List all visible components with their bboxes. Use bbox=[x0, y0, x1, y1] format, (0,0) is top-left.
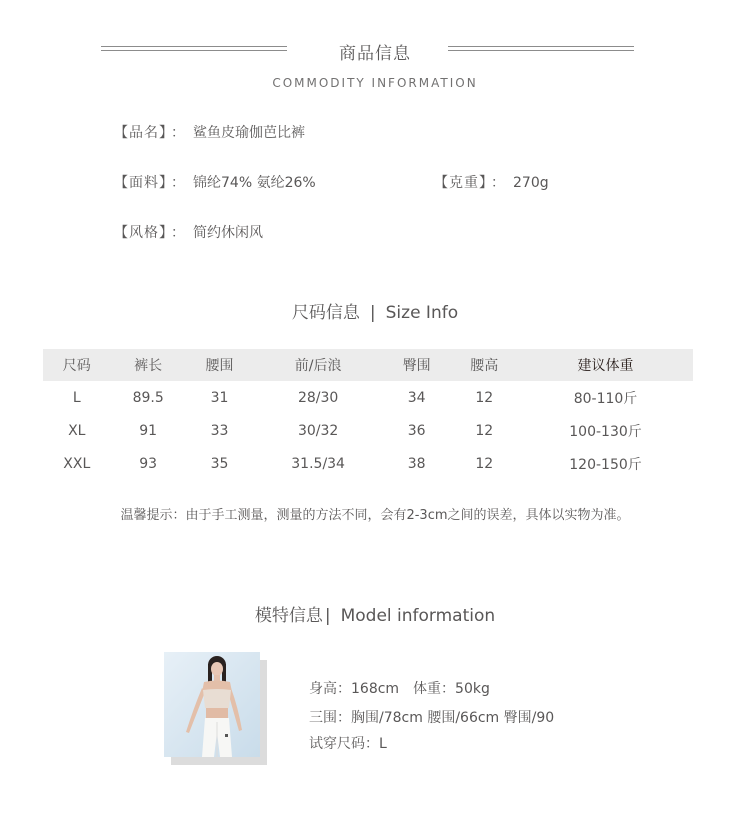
commodity-name-value: 鲨鱼皮瑜伽芭比裤 bbox=[193, 125, 305, 141]
cell-length: 89.5 bbox=[132, 389, 164, 406]
section-title-commodity: 商品信息 bbox=[339, 44, 411, 64]
section-title-model bbox=[0, 601, 750, 626]
section-title-size bbox=[0, 298, 750, 323]
model-title-en: Model information bbox=[340, 606, 496, 626]
col-waist: 腰围 bbox=[186, 349, 254, 381]
cell-hip: 36 bbox=[407, 422, 426, 439]
cell-size: XXL bbox=[63, 455, 91, 472]
col-waist-height: 腰高 bbox=[450, 349, 518, 381]
cell-weight: 100-130斤 bbox=[569, 423, 642, 440]
cell-waist-height: 12 bbox=[475, 422, 494, 439]
col-recommended-weight: 建议体重 bbox=[518, 349, 693, 381]
cell-waist-height: 12 bbox=[475, 455, 494, 472]
cell-hip: 34 bbox=[407, 389, 426, 406]
col-hip: 臀围 bbox=[383, 349, 451, 381]
cell-waist: 31 bbox=[210, 389, 229, 406]
cell-size: L bbox=[72, 389, 81, 406]
commodity-weight-value: 270g bbox=[513, 175, 549, 191]
table-row bbox=[43, 381, 693, 414]
col-size: 尺码 bbox=[43, 349, 111, 381]
commodity-style-row bbox=[114, 222, 263, 242]
model-title-cn: 模特信息 bbox=[254, 606, 323, 626]
model-measurements: 三围：胸围/78cm 腰围/66cm 臀围/90 bbox=[309, 710, 555, 726]
cell-waist: 35 bbox=[210, 455, 229, 472]
model-photo bbox=[164, 652, 260, 757]
cell-rise: 30/32 bbox=[297, 422, 339, 439]
commodity-weight-row bbox=[434, 172, 549, 192]
commodity-weight-label: 【克重】 bbox=[434, 175, 487, 191]
model-figure-image bbox=[164, 652, 260, 757]
commodity-name-sep: ： bbox=[171, 125, 185, 141]
col-rise: 前/后浪 bbox=[253, 349, 383, 381]
size-title-divider: | bbox=[369, 303, 376, 323]
size-title-cn: 尺码信息 bbox=[291, 303, 360, 323]
cell-rise: 31.5/34 bbox=[291, 455, 345, 472]
cell-weight: 80-110斤 bbox=[573, 390, 638, 407]
model-try-size: 试穿尺码：L bbox=[309, 736, 387, 752]
cell-rise: 28/30 bbox=[297, 389, 339, 406]
table-row bbox=[43, 447, 693, 480]
model-height-weight: 身高：168cm 体重：50kg bbox=[309, 681, 490, 697]
cell-hip: 38 bbox=[407, 455, 426, 472]
commodity-style-value: 简约休闲风 bbox=[193, 225, 263, 241]
commodity-fabric-label: 【面料】 bbox=[114, 175, 167, 191]
commodity-fabric-row bbox=[114, 172, 316, 192]
size-table bbox=[43, 349, 693, 480]
cell-length: 91 bbox=[139, 422, 158, 439]
cell-length: 93 bbox=[139, 455, 158, 472]
commodity-fabric-sep: ： bbox=[171, 175, 185, 191]
model-title-divider: | bbox=[324, 606, 331, 626]
col-length: 裤长 bbox=[111, 349, 186, 381]
commodity-name-label: 【品名】 bbox=[114, 125, 167, 141]
cell-waist: 33 bbox=[210, 422, 229, 439]
cell-weight: 120-150斤 bbox=[569, 456, 642, 473]
commodity-name-row bbox=[114, 122, 305, 142]
commodity-weight-sep: ： bbox=[491, 175, 505, 191]
size-title-en: Size Info bbox=[385, 303, 459, 323]
measurement-tip: 温馨提示：由于手工测量，测量的方法不同，会有2-3cm之间的误差，具体以实物为准。 bbox=[120, 508, 630, 523]
commodity-fabric-value: 锦纶74% 氨纶26% bbox=[193, 175, 316, 191]
cell-size: XL bbox=[68, 422, 86, 439]
commodity-style-label: 【风格】 bbox=[114, 225, 167, 241]
cell-waist-height: 12 bbox=[475, 389, 494, 406]
table-row bbox=[43, 414, 693, 447]
commodity-style-sep: ： bbox=[171, 225, 185, 241]
size-table-header bbox=[43, 349, 693, 381]
section-subtitle-commodity: COMMODITY INFORMATION bbox=[272, 76, 478, 90]
